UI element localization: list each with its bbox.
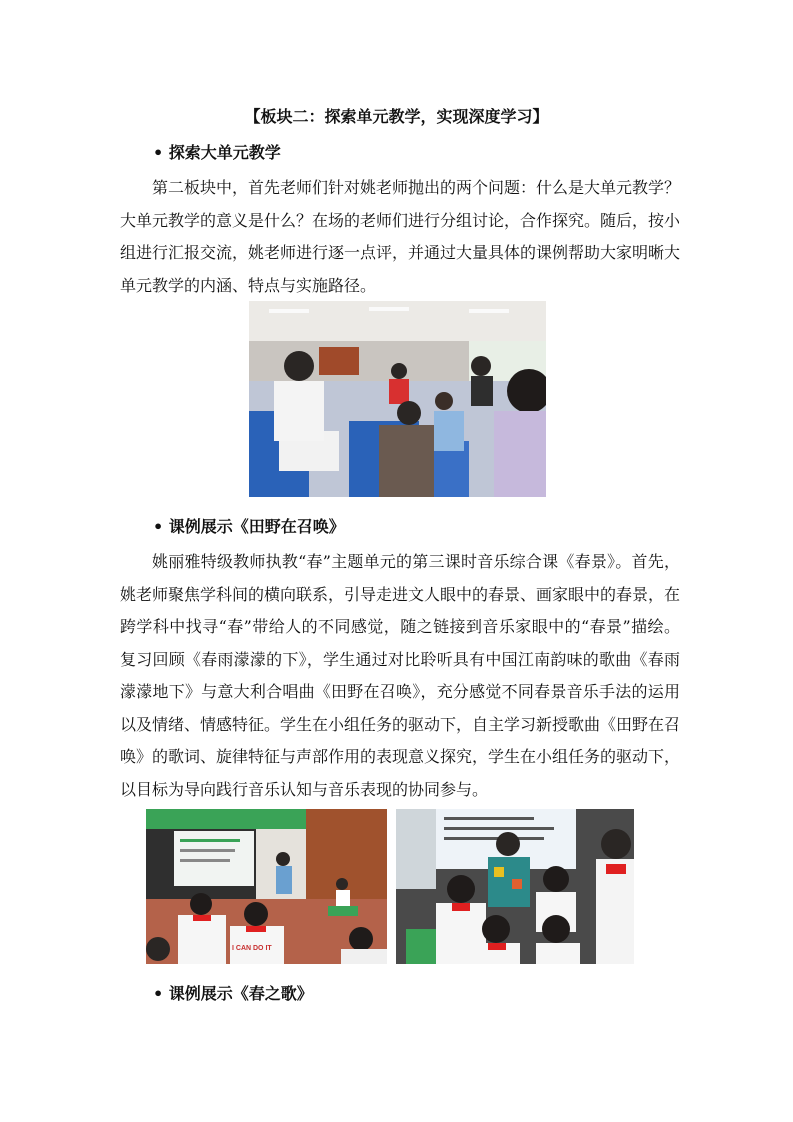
photo-teacher-students bbox=[396, 809, 634, 964]
shirt-print-text: I CAN DO IT bbox=[232, 945, 272, 952]
photo-classroom-screen bbox=[146, 809, 387, 964]
heading-lesson-spring-song: • 课例展示《春之歌》 bbox=[153, 984, 313, 1003]
heading-explore-unit-teaching: • 探索大单元教学 bbox=[153, 143, 281, 162]
paragraph-explore-unit-teaching: 第二板块中，首先老师们针对姚老师抛出的两个问题：什么是大单元教学？大单元教学的意义是什么？在场的老师们进行分组讨论，合作探究。随后，按小组进行汇报交流，姚老师进行逐一点评，并通过大量具体的课例帮助大家明晰大单元教学的内涵、特点与实施路径。 bbox=[120, 178, 681, 295]
heading-lesson-field-calling: • 课例展示《田野在召唤》 bbox=[153, 517, 345, 536]
photo-group-discussion bbox=[249, 301, 546, 497]
paragraph-lesson-field-calling: 姚丽雅特级教师执教“春”主题单元的第三课时音乐综合课《春景》。首先，姚老师聚焦学科间的横向联系，引导走进文人眼中的春景、画家眼中的春景，在跨学科中找寻“春”带给人的不同感觉，随之链接到音乐家眼中的“春景”描绘。复习回顾《春雨濛濛的下》，学生通过对比聆听具有中国江南韵味的歌曲《春雨濛濛地下》与意大利合唱曲《田野在召唤》，充分感觉不同春景音乐手法的运用以及情绪、情感特征。学生在小组任务的驱动下，自主学习新授歌曲《田野在召唤》的歌词、旋律特征与声部作用的表现意义探究，学生在小组任务的驱动下，以目标为导向践行音乐认知与音乐表现的协同参与。 bbox=[120, 552, 681, 799]
section-title: 【板块二：探索单元教学，实现深度学习】 bbox=[244, 107, 549, 126]
